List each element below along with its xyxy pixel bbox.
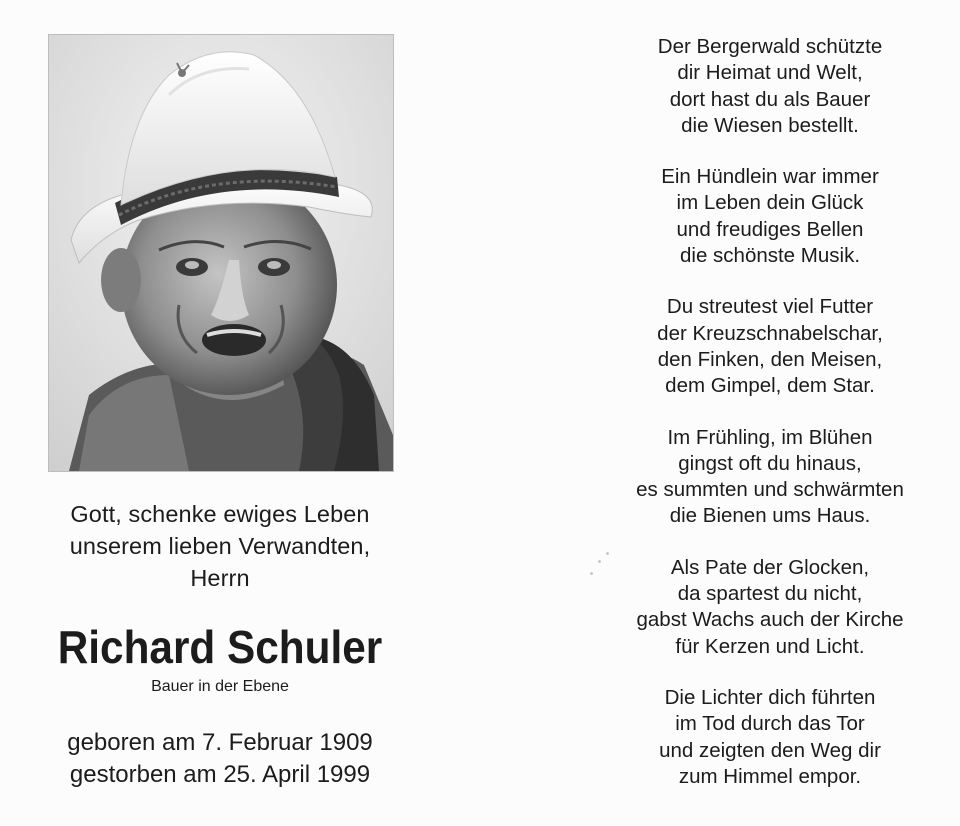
- poem-line: dem Gimpel, dem Star.: [665, 374, 875, 398]
- poem-line: gabst Wachs auch der Kirche: [636, 608, 904, 632]
- scan-speck: [598, 560, 601, 563]
- poem-line: im Tod durch das Tor: [675, 712, 865, 736]
- portrait-photo: [48, 34, 394, 472]
- deceased-occupation: Bauer in der Ebene: [151, 678, 289, 695]
- scan-speck: [606, 552, 609, 555]
- birth-date: geboren am 7. Februar 1909: [67, 729, 373, 756]
- poem-line: es summten und schwärmten: [636, 478, 904, 502]
- prayer-line: Gott, schenke ewiges Leben: [70, 501, 370, 527]
- poem-line: für Kerzen und Licht.: [675, 634, 865, 658]
- deceased-name: Richard Schuler: [57, 621, 383, 673]
- poem-line: Als Pate der Glocken,: [670, 555, 870, 579]
- poem-line: Der Bergerwald schützte: [657, 35, 883, 58]
- poem-line: die Bienen ums Haus.: [669, 504, 871, 528]
- prayer-line: Herrn: [190, 565, 250, 591]
- death-date: gestorben am 25. April 1999: [69, 761, 371, 788]
- poem-line: die schönste Musik.: [679, 244, 861, 268]
- poem-line: und zeigten den Weg dir: [659, 738, 881, 762]
- poem-stanza: [570, 34, 960, 139]
- prayer-text: [28, 498, 412, 594]
- poem-line: Im Frühling, im Blühen: [667, 425, 873, 449]
- poem-line: zum Himmel empor.: [678, 764, 862, 788]
- poem-line: Die Lichter dich führten: [664, 685, 876, 709]
- memorial-poem: [570, 34, 960, 815]
- prayer-line: unserem lieben Verwandten,: [69, 533, 371, 559]
- life-dates: [20, 727, 420, 791]
- poem-line: gingst oft du hinaus,: [678, 451, 862, 475]
- poem-line: die Wiesen bestellt.: [681, 113, 859, 137]
- portrait-photo-icon: [49, 35, 393, 471]
- poem-stanza: [570, 294, 960, 399]
- poem-line: Du streutest viel Futter: [666, 295, 874, 319]
- poem-stanza: [570, 685, 960, 790]
- poem-line: Ein Hündlein war immer: [661, 165, 879, 189]
- poem-line: dir Heimat und Welt,: [677, 61, 863, 85]
- poem-line: und freudiges Bellen: [676, 217, 864, 241]
- poem-line: dort hast du als Bauer: [669, 87, 871, 111]
- poem-line: den Finken, den Meisen,: [657, 347, 883, 371]
- poem-stanza: [570, 555, 960, 660]
- poem-line: der Kreuzschnabelschar,: [657, 321, 883, 345]
- poem-stanza: [570, 164, 960, 269]
- poem-line: im Leben dein Glück: [676, 191, 864, 215]
- scan-speck: [590, 572, 593, 575]
- poem-line: da spartest du nicht,: [677, 582, 863, 606]
- poem-stanza: [570, 425, 960, 530]
